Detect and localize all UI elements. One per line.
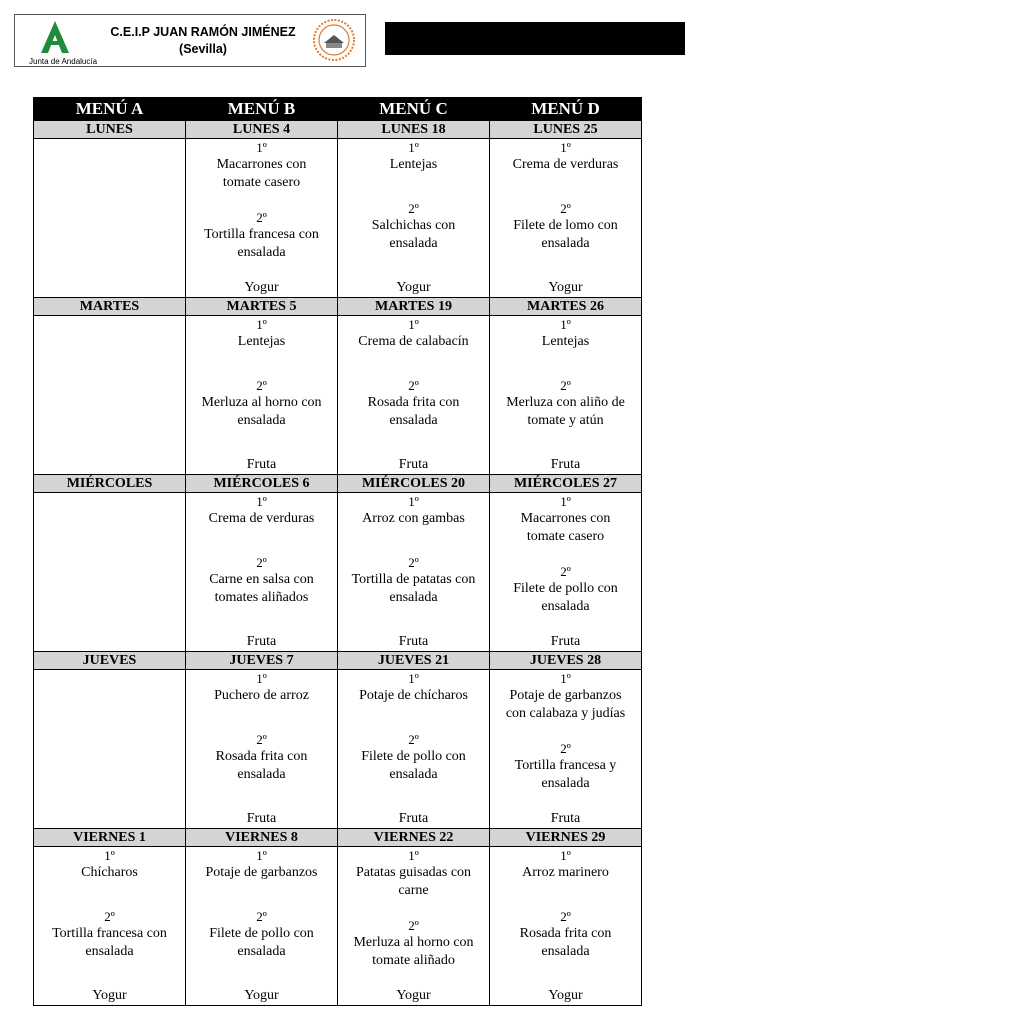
meal-cell xyxy=(338,847,490,1006)
first-course xyxy=(521,493,611,546)
day-label: JUEVES 7 xyxy=(186,652,338,670)
day-row xyxy=(34,298,642,316)
day-label: LUNES 18 xyxy=(338,121,490,139)
dessert: Fruta xyxy=(398,811,429,826)
school-city: (Sevilla) xyxy=(179,42,227,56)
empty-meal-cell xyxy=(34,493,186,652)
first-course xyxy=(542,316,589,351)
empty-meal-cell xyxy=(34,316,186,475)
dish-name: Merluza al horno con tomate aliñado xyxy=(353,935,474,968)
dish-name: Patatas guisadas con carne xyxy=(355,865,472,898)
meal-cell xyxy=(338,139,490,298)
dessert: Fruta xyxy=(398,457,429,472)
meal-row xyxy=(34,139,642,298)
course-number: 1º xyxy=(104,848,115,863)
dish-name: Tortilla francesa con ensalada xyxy=(52,926,167,959)
course-number: 2º xyxy=(560,909,571,924)
first-course xyxy=(356,847,471,900)
meal-content xyxy=(490,493,641,651)
day-label: LUNES 4 xyxy=(186,121,338,139)
dessert: Yogur xyxy=(244,280,279,295)
course-number: 2º xyxy=(408,378,419,393)
day-label: LUNES 25 xyxy=(490,121,642,139)
course-number: 1º xyxy=(408,140,419,155)
meal-content xyxy=(490,670,641,828)
second-course xyxy=(201,377,321,430)
dish-name: Lentejas xyxy=(389,157,438,172)
day-label: VIERNES 8 xyxy=(186,829,338,847)
junta-andalucia-icon xyxy=(37,19,73,55)
meal-cell xyxy=(490,139,642,298)
dish-name: Arroz marinero xyxy=(522,865,609,880)
dish-name: Tortilla francesa y ensalada xyxy=(514,758,617,791)
course-number: 2º xyxy=(408,201,419,216)
course-number: 2º xyxy=(408,918,419,933)
second-course xyxy=(216,731,308,784)
first-course xyxy=(359,670,468,705)
dish-name: Merluza con aliño de tomate y atún xyxy=(506,395,625,428)
dish-name: Merluza al horno con ensalada xyxy=(201,395,322,428)
meal-cell xyxy=(186,316,338,475)
course-number: 1º xyxy=(560,671,571,686)
course-number: 2º xyxy=(256,909,267,924)
dish-name: Rosada frita con ensalada xyxy=(215,749,308,782)
meal-cell xyxy=(490,316,642,475)
menu-header-row xyxy=(34,98,642,121)
meal-content xyxy=(338,139,489,297)
day-label: JUEVES 28 xyxy=(490,652,642,670)
dish-name: Rosada frita con ensalada xyxy=(519,926,612,959)
day-label: VIERNES 22 xyxy=(338,829,490,847)
day-label: VIERNES 1 xyxy=(34,829,186,847)
course-number: 1º xyxy=(256,848,267,863)
course-number: 2º xyxy=(256,555,267,570)
menu-header: MENÚ B xyxy=(186,98,338,121)
course-number: 2º xyxy=(560,201,571,216)
course-number: 1º xyxy=(408,671,419,686)
course-number: 2º xyxy=(560,741,571,756)
first-course xyxy=(522,847,609,882)
dish-name: Filete de pollo con ensalada xyxy=(513,581,618,614)
first-course xyxy=(358,316,468,351)
meal-cell xyxy=(490,847,642,1006)
second-course xyxy=(353,917,473,970)
day-row xyxy=(34,829,642,847)
course-number: 2º xyxy=(408,555,419,570)
second-course xyxy=(361,731,466,784)
second-course xyxy=(506,377,625,430)
meal-cell xyxy=(186,139,338,298)
meal-cell xyxy=(338,493,490,652)
junta-logo xyxy=(29,19,98,66)
empty-meal-cell xyxy=(34,139,186,298)
course-number: 1º xyxy=(560,317,571,332)
menu-header: MENÚ C xyxy=(338,98,490,121)
dish-name: Salchichas con ensalada xyxy=(371,218,456,251)
dish-name: Potaje de garbanzos xyxy=(205,865,318,880)
dessert: Fruta xyxy=(398,634,429,649)
second-course xyxy=(52,908,167,961)
second-course xyxy=(368,377,460,430)
course-number: 2º xyxy=(104,909,115,924)
meal-content xyxy=(338,493,489,651)
dish-name: Crema de calabacín xyxy=(358,334,469,349)
dessert: Fruta xyxy=(550,634,581,649)
meal-content xyxy=(186,493,337,651)
meal-content xyxy=(186,847,337,1005)
course-number: 1º xyxy=(256,140,267,155)
meal-cell xyxy=(490,670,642,829)
second-course xyxy=(520,908,612,961)
dish-name: Potaje de garbanzos con calabaza y judías xyxy=(505,688,626,721)
day-label: MARTES xyxy=(34,298,186,316)
dish-name: Filete de pollo con ensalada xyxy=(361,749,466,782)
day-label: VIERNES 29 xyxy=(490,829,642,847)
dish-name: Rosada frita con ensalada xyxy=(367,395,460,428)
dish-name: Tortilla de patatas con ensalada xyxy=(351,572,476,605)
meal-cell xyxy=(186,670,338,829)
first-course xyxy=(209,493,315,528)
day-label: JUEVES xyxy=(34,652,186,670)
empty-meal-cell xyxy=(34,670,186,829)
dessert: Yogur xyxy=(92,988,127,1003)
menu-header: MENÚ A xyxy=(34,98,186,121)
dish-name: Arroz con gambas xyxy=(362,511,465,526)
first-course xyxy=(390,139,437,174)
first-course xyxy=(238,316,285,351)
meal-content xyxy=(490,847,641,1005)
day-label: MARTES 5 xyxy=(186,298,338,316)
meal-cell xyxy=(186,493,338,652)
menu-header: MENÚ D xyxy=(490,98,642,121)
redacted-bar xyxy=(385,22,685,55)
meal-content xyxy=(490,139,641,297)
dessert: Fruta xyxy=(550,457,581,472)
meal-cell xyxy=(34,847,186,1006)
dish-name: Macarrones con tomate casero xyxy=(520,511,611,544)
second-course xyxy=(209,554,314,607)
meal-content xyxy=(338,847,489,1005)
meal-cell xyxy=(186,847,338,1006)
course-number: 1º xyxy=(560,848,571,863)
first-course xyxy=(206,847,318,882)
course-number: 2º xyxy=(560,564,571,579)
day-label: MIÉRCOLES 6 xyxy=(186,475,338,493)
meal-row xyxy=(34,847,642,1006)
meal-content xyxy=(186,139,337,297)
meal-content xyxy=(338,316,489,474)
dessert: Fruta xyxy=(246,634,277,649)
dessert: Fruta xyxy=(246,457,277,472)
dish-name: Macarrones con tomate casero xyxy=(216,157,307,190)
course-number: 1º xyxy=(256,671,267,686)
dish-name: Crema de verduras xyxy=(512,157,619,172)
course-number: 1º xyxy=(408,317,419,332)
dessert: Yogur xyxy=(396,988,431,1003)
meal-row xyxy=(34,493,642,652)
second-course xyxy=(352,554,476,607)
day-label: JUEVES 21 xyxy=(338,652,490,670)
meal-row xyxy=(34,670,642,829)
day-row xyxy=(34,121,642,139)
course-number: 2º xyxy=(560,378,571,393)
dessert: Yogur xyxy=(244,988,279,1003)
school-title xyxy=(103,24,303,58)
day-row xyxy=(34,475,642,493)
school-seal-icon xyxy=(312,18,356,62)
second-course xyxy=(372,200,456,253)
dish-name: Tortilla francesa con ensalada xyxy=(204,227,319,260)
course-number: 1º xyxy=(256,494,267,509)
day-label: MIÉRCOLES 20 xyxy=(338,475,490,493)
dessert: Fruta xyxy=(550,811,581,826)
course-number: 1º xyxy=(408,848,419,863)
course-number: 1º xyxy=(560,140,571,155)
meal-content xyxy=(490,316,641,474)
first-course xyxy=(217,139,307,192)
dish-name: Puchero de arroz xyxy=(214,688,309,703)
dessert: Yogur xyxy=(396,280,431,295)
course-number: 2º xyxy=(256,210,267,225)
day-label: MARTES 19 xyxy=(338,298,490,316)
day-label: LUNES xyxy=(34,121,186,139)
day-label: MARTES 26 xyxy=(490,298,642,316)
first-course xyxy=(513,139,619,174)
meal-cell xyxy=(490,493,642,652)
day-row xyxy=(34,652,642,670)
day-label: MIÉRCOLES 27 xyxy=(490,475,642,493)
course-number: 2º xyxy=(408,732,419,747)
meal-content xyxy=(186,316,337,474)
day-label: MIÉRCOLES xyxy=(34,475,186,493)
meal-row xyxy=(34,316,642,475)
menu-table xyxy=(33,97,642,1006)
dish-name: Lentejas xyxy=(237,334,286,349)
course-number: 1º xyxy=(256,317,267,332)
dish-name: Filete de pollo con ensalada xyxy=(209,926,314,959)
dessert: Yogur xyxy=(548,280,583,295)
dish-name: Potaje de chícharos xyxy=(359,688,468,703)
school-name: C.E.I.P JUAN RAMÓN JIMÉNEZ xyxy=(110,25,296,39)
second-course xyxy=(209,908,314,961)
dish-name: Carne en salsa con tomates aliñados xyxy=(209,572,314,605)
second-course xyxy=(513,563,618,616)
second-course xyxy=(204,209,319,262)
school-header xyxy=(14,14,366,67)
first-course xyxy=(362,493,465,528)
meal-content xyxy=(34,847,185,1005)
course-number: 2º xyxy=(256,378,267,393)
meal-cell xyxy=(338,670,490,829)
dessert: Yogur xyxy=(548,988,583,1003)
dish-name: Crema de verduras xyxy=(208,511,315,526)
meal-content xyxy=(338,670,489,828)
meal-cell xyxy=(338,316,490,475)
course-number: 1º xyxy=(408,494,419,509)
first-course xyxy=(81,847,138,882)
course-number: 2º xyxy=(256,732,267,747)
dish-name: Chícharos xyxy=(81,865,138,880)
first-course xyxy=(506,670,625,723)
logo-caption: Junta de Andalucía xyxy=(29,57,98,66)
second-course xyxy=(513,200,618,253)
dish-name: Filete de lomo con ensalada xyxy=(513,218,618,251)
course-number: 1º xyxy=(560,494,571,509)
dish-name: Lentejas xyxy=(541,334,590,349)
second-course xyxy=(515,740,617,793)
first-course xyxy=(214,670,309,705)
dessert: Fruta xyxy=(246,811,277,826)
meal-content xyxy=(186,670,337,828)
